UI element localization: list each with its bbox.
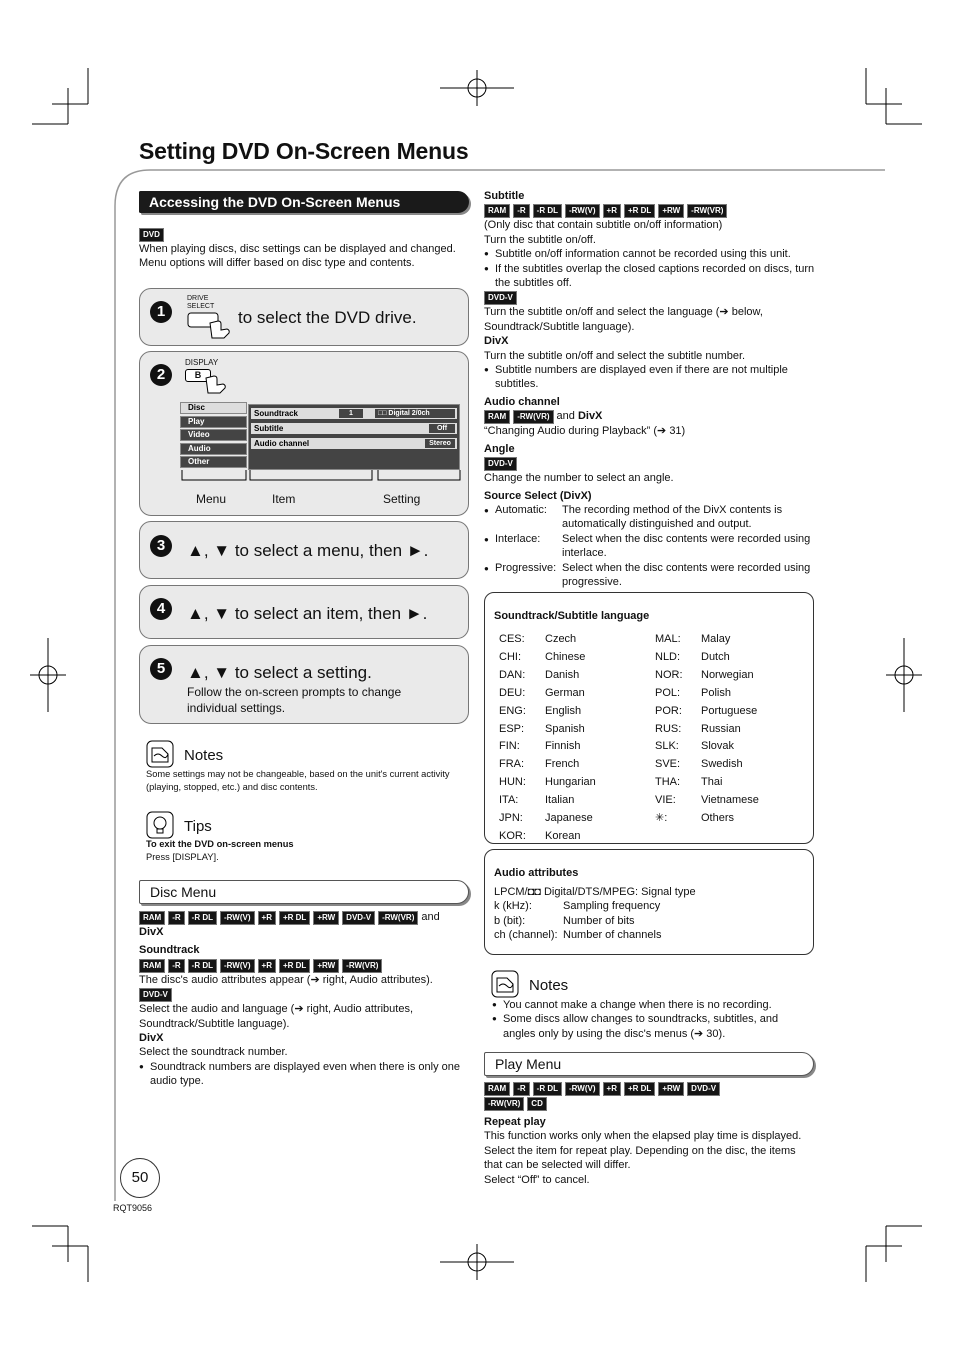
- tips-title: Tips: [184, 818, 212, 835]
- tips-lightbulb-icon: [146, 811, 174, 839]
- osd-item-subtitle-label: Subtitle: [254, 424, 284, 433]
- and-text: and: [556, 410, 575, 423]
- language-name: Italian: [545, 794, 575, 807]
- attr-row-ch: [494, 928, 804, 942]
- tag-rdl: -R DL: [533, 204, 562, 218]
- language-name: Vietnamese: [701, 794, 759, 807]
- subtitle-line2: Turn the subtitle on/off.: [484, 233, 596, 246]
- access-p1: When playing discs, disc settings can be displayed and changed.: [139, 243, 456, 255]
- tag-rwv: -RW(V): [565, 204, 600, 218]
- osd-soundtrack-setting: □□ Digital 2/0ch: [375, 409, 455, 418]
- language-code: KOR:: [499, 829, 526, 842]
- angle-heading: Angle: [484, 442, 515, 455]
- access-intro: [139, 227, 469, 271]
- dolby-icon: ◘◘: [527, 886, 541, 898]
- tag-rwvr: -RW(VR): [378, 911, 418, 925]
- language-name: Portuguese: [701, 704, 758, 717]
- and-text: and: [421, 911, 440, 923]
- subtitle-heading: Subtitle: [484, 190, 525, 202]
- language-row: [499, 704, 596, 720]
- play-menu-body: [484, 1081, 814, 1187]
- tag-plusrw: +RW: [658, 1082, 684, 1096]
- language-row: [499, 829, 596, 845]
- hand-press-icon-2: [204, 374, 234, 396]
- language-code: SLK:: [655, 740, 679, 753]
- language-row: [655, 704, 759, 720]
- notes-title: Notes: [184, 747, 224, 764]
- language-name: Polish: [701, 686, 731, 699]
- notes2-title: Notes: [529, 977, 569, 994]
- soundtrack-bullet: ● Soundtrack numbers are displayed even when there is only one audio type.: [139, 1060, 471, 1089]
- language-row: [499, 793, 596, 809]
- language-row: [499, 668, 596, 684]
- step-3-box: [139, 521, 469, 579]
- step-3-number: 3: [150, 535, 172, 557]
- tag-plusrw: +RW: [313, 959, 339, 973]
- language-row: [499, 650, 596, 666]
- tag-rdl: -R DL: [533, 1082, 562, 1096]
- tag-rwv: -RW(V): [565, 1082, 600, 1096]
- language-code: FIN:: [499, 740, 520, 753]
- step-1-text: to select the DVD drive.: [238, 308, 417, 327]
- language-row: [655, 686, 759, 702]
- attr-row-khz: [494, 899, 804, 913]
- notes2-bullet2: ● Some discs allow changes to soundtracks, subtitles, and angles only by using the disc's menus (➔ 30).: [492, 1012, 812, 1041]
- repeat-play-heading: Repeat play: [484, 1116, 546, 1128]
- tag-plusrw: +RW: [313, 911, 339, 925]
- notes-icon: [146, 740, 174, 768]
- tag-plusr: +R: [603, 204, 621, 218]
- tag-rdl: -R DL: [188, 959, 217, 973]
- step-3-text: ▲, ▼ to select a menu, then ►.: [187, 541, 429, 560]
- tag-dvdv: DVD-V: [484, 457, 517, 471]
- tag-plusrdl: +R DL: [279, 959, 310, 973]
- doc-code: RQT9056: [113, 1203, 153, 1213]
- language-code: ENG:: [499, 704, 526, 717]
- language-name: French: [545, 758, 580, 771]
- tag-r: -R: [513, 1082, 529, 1096]
- page-number: 50: [120, 1158, 160, 1198]
- drive-select-caption: DRIVE SELECT: [187, 295, 215, 310]
- language-name: Finnish: [545, 740, 581, 753]
- language-panel: [484, 592, 814, 844]
- tag-cd: CD: [527, 1097, 547, 1111]
- osd-menu-other[interactable]: Other: [180, 456, 247, 468]
- audio-channel-text: “Changing Audio during Playback” (➔ 31): [484, 425, 686, 438]
- divx-heading: DivX: [139, 1032, 164, 1045]
- subtitle-divx-text: Turn the subtitle on/off and select the subtitle number.: [484, 349, 746, 362]
- language-row: [655, 722, 759, 738]
- access-section-title: Accessing the DVD On-Screen Menus: [139, 191, 469, 213]
- tag-plusrdl: +R DL: [624, 1082, 655, 1096]
- language-row: [655, 757, 759, 773]
- attr-key: k (kHz):: [494, 900, 532, 913]
- label-item: Item: [272, 492, 296, 506]
- osd-item-subtitle[interactable]: [251, 423, 457, 434]
- language-name: Russian: [701, 722, 741, 735]
- language-code: NOR:: [655, 668, 683, 681]
- language-table-right: [653, 630, 761, 829]
- tag-rwv: -RW(V): [220, 911, 255, 925]
- language-table-left: [497, 630, 598, 847]
- language-name: Malay: [701, 633, 731, 645]
- language-code: VIE:: [655, 794, 676, 807]
- language-row: [499, 811, 596, 827]
- subtitle-bullet2: ● If the subtitles overlap the closed captions recorded on discs, turn the subtitles off.: [484, 262, 816, 291]
- right-column: [484, 189, 816, 590]
- attr-key: LPCM/: [494, 886, 528, 898]
- divx-label: DivX: [577, 410, 603, 423]
- language-name: Norwegian: [701, 668, 754, 681]
- tag-ram: RAM: [484, 1082, 510, 1096]
- divx-label: DivX: [139, 926, 164, 938]
- source-key: ● Automatic:: [484, 504, 547, 516]
- tag-rwv: -RW(V): [220, 959, 255, 973]
- osd-item-audio-channel[interactable]: [251, 438, 457, 449]
- attr-row-lpcm: [494, 885, 804, 899]
- step-2-number: 2: [150, 364, 172, 386]
- tag-plusr: +R: [603, 1082, 621, 1096]
- osd-audio-channel-setting: Stereo: [425, 439, 455, 448]
- language-code: FRA:: [499, 758, 525, 771]
- tag-dvdv: DVD-V: [139, 988, 172, 1002]
- attr-value: Number of channels: [563, 929, 662, 942]
- language-name: Korean: [545, 829, 581, 842]
- tips-text: Press [DISPLAY].: [146, 852, 219, 862]
- tag-plusr: +R: [258, 959, 276, 973]
- notes-icon: [491, 970, 519, 998]
- step-5-text: ▲, ▼ to select a setting.: [187, 663, 372, 682]
- subtitle-tags: [484, 203, 816, 218]
- language-code: JPN:: [499, 812, 523, 825]
- step-5-box: [139, 645, 469, 724]
- attr-value: Number of bits: [563, 914, 635, 927]
- language-row: [655, 793, 759, 809]
- osd-item-soundtrack[interactable]: [251, 408, 457, 419]
- soundtrack-tags: [139, 958, 471, 973]
- tag-rwvr: -RW(VR): [342, 959, 382, 973]
- tag-r: -R: [513, 204, 529, 218]
- tag-rdl: -R DL: [188, 911, 217, 925]
- tag-ram: RAM: [484, 204, 510, 218]
- osd-item-panel: [248, 404, 460, 470]
- source-progressive: [484, 561, 816, 590]
- osd-callout-brackets: [180, 470, 462, 484]
- language-row: [655, 668, 759, 684]
- language-code: CHI:: [499, 650, 521, 663]
- subtitle-line1: (Only disc that contain subtitle on/off information): [484, 219, 723, 232]
- step-5-number: 5: [150, 658, 172, 680]
- osd-soundtrack-value: 1: [339, 409, 363, 418]
- attr-key: ch (channel):: [494, 929, 558, 942]
- step-4-box: [139, 585, 469, 639]
- language-name: Thai: [701, 776, 723, 789]
- tag-rwvr: -RW(VR): [687, 204, 727, 218]
- attr-row-bit: [494, 914, 804, 928]
- audio-channel-heading: Audio channel: [484, 395, 560, 408]
- subtitle-divx-heading: DivX: [484, 335, 509, 348]
- source-select-heading: Source Select (DivX): [484, 489, 592, 502]
- osd-menu-video[interactable]: Video: [180, 429, 247, 441]
- language-row: [655, 739, 759, 755]
- disc-menu-body: [139, 910, 471, 1089]
- notes-text: Some settings may not be changeable, based on the unit's current activity (playing, stopped, etc.) and disc contents.: [146, 769, 450, 792]
- language-row: [499, 686, 596, 702]
- osd-menu-play[interactable]: Play: [180, 416, 247, 428]
- tag-ram: RAM: [139, 959, 165, 973]
- language-code: CES:: [499, 633, 525, 645]
- language-row: [655, 632, 759, 648]
- osd-item-audio-channel-label: Audio channel: [254, 439, 310, 448]
- source-value: The recording method of the DivX contents is automatically distinguished and output.: [562, 503, 783, 531]
- access-p2: Menu options will differ based on disc type and contents.: [139, 257, 415, 270]
- language-code: ✳:: [655, 812, 668, 825]
- step-1-number: 1: [150, 301, 172, 323]
- language-name: Dutch: [701, 650, 730, 663]
- language-code: POL:: [655, 686, 681, 699]
- language-name: Swedish: [701, 758, 743, 771]
- subtitle-divx-bullet: ● Subtitle numbers are displayed even if there are not multiple subtitles.: [484, 363, 816, 392]
- tag-r: -R: [168, 911, 184, 925]
- step-4-text: ▲, ▼ to select an item, then ►.: [187, 604, 428, 623]
- osd-subtitle-setting: Off: [429, 424, 455, 433]
- language-code: ITA:: [499, 794, 519, 807]
- language-code: ESP:: [499, 722, 525, 735]
- notes2-bullet1: ● You cannot make a change when there is no recording.: [492, 998, 812, 1012]
- language-row: [499, 632, 596, 648]
- language-code: MAL:: [655, 633, 681, 645]
- language-code: NLD:: [655, 650, 681, 663]
- source-key: ● Interlace:: [484, 533, 540, 545]
- disc-menu-title: Disc Menu: [139, 880, 469, 904]
- language-name: Czech: [545, 633, 577, 645]
- tag-plusrw: +RW: [658, 204, 684, 218]
- tag-dvdv: DVD-V: [687, 1082, 720, 1096]
- step-4-number: 4: [150, 598, 172, 620]
- language-name: Danish: [545, 668, 580, 681]
- repeat-play-text2: Select “Off” to cancel.: [484, 1173, 590, 1186]
- step-1-box: [139, 288, 469, 346]
- audio-attributes-rows: [494, 885, 804, 943]
- language-code: HUN:: [499, 776, 526, 789]
- language-row: [499, 722, 596, 738]
- language-code: POR:: [655, 704, 682, 717]
- attr-value: Digital/DTS/MPEG: Signal type: [543, 886, 696, 898]
- language-code: DEU:: [499, 686, 526, 699]
- audio-channel-tags: [484, 409, 816, 424]
- step-2-box: [139, 351, 469, 516]
- source-value: Select when the disc contents were recorded using interlace.: [562, 532, 811, 560]
- language-panel-title: Soundtrack/Subtitle language: [494, 610, 650, 622]
- language-name: Japanese: [545, 812, 593, 825]
- label-setting: Setting: [383, 492, 421, 506]
- angle-text: Change the number to select an angle.: [484, 472, 674, 485]
- soundtrack-text: The disc's audio attributes appear (➔ right, Audio attributes).: [139, 973, 433, 986]
- source-value: Select when the disc contents were recorded using progressive.: [562, 561, 811, 589]
- language-code: SVE:: [655, 758, 681, 771]
- dvdv-text: Select the audio and language (➔ right, Audio attributes, Soundtrack/Subtitle language).: [139, 1003, 414, 1030]
- dvd-tag: DVD: [139, 228, 164, 242]
- language-row: [499, 739, 596, 755]
- language-code: DAN:: [499, 668, 526, 681]
- language-row: [655, 775, 759, 791]
- tag-dvdv: DVD-V: [484, 291, 517, 305]
- tag-dvdv: DVD-V: [342, 911, 375, 925]
- language-row: [499, 775, 596, 791]
- language-name: Spanish: [545, 722, 585, 735]
- language-row: [499, 757, 596, 773]
- tag-plusrdl: +R DL: [279, 911, 310, 925]
- language-name: Slovak: [701, 740, 735, 753]
- language-code: RUS:: [655, 722, 682, 735]
- language-code: THA:: [655, 776, 681, 789]
- audio-attributes-title: Audio attributes: [494, 867, 579, 879]
- page-title: Setting DVD On-Screen Menus: [139, 138, 469, 164]
- tag-plusrdl: +R DL: [624, 204, 655, 218]
- tag-r: -R: [168, 959, 184, 973]
- osd-menu-list: [180, 402, 247, 468]
- osd-item-soundtrack-label: Soundtrack: [254, 409, 299, 418]
- language-row: [655, 650, 759, 666]
- hand-press-icon: [186, 311, 236, 339]
- attr-key: b (bit):: [494, 914, 526, 927]
- tips-bold: To exit the DVD on-screen menus: [146, 839, 294, 849]
- language-name: Others: [701, 812, 735, 825]
- audio-attributes-panel: [484, 849, 814, 955]
- language-row: [655, 811, 759, 827]
- language-name: Chinese: [545, 650, 586, 663]
- play-menu-tags: [484, 1081, 814, 1111]
- display-caption: DISPLAY: [185, 358, 219, 367]
- disc-menu-tags: [139, 910, 471, 925]
- attr-value: Sampling frequency: [563, 900, 661, 913]
- source-interlace: [484, 532, 816, 561]
- language-name: English: [545, 704, 582, 717]
- source-key: ● Progressive:: [484, 562, 556, 574]
- language-name: German: [545, 686, 585, 699]
- step-5-sub: Follow the on-screen prompts to change individual settings.: [187, 685, 402, 715]
- subtitle-dvdv-text: Turn the subtitle on/off and select the language (➔ below, Soundtrack/Subtitle language).: [484, 306, 763, 333]
- language-name: Hungarian: [545, 776, 596, 789]
- notes2-body: [492, 998, 812, 1041]
- osd-soundtrack-setting-text: Digital 2/0ch: [388, 410, 430, 417]
- divx-text: Select the soundtrack number.: [139, 1046, 288, 1059]
- tag-ram: RAM: [139, 911, 165, 925]
- display-button-b[interactable]: B: [185, 369, 211, 382]
- tag-rwvr: -RW(VR): [513, 410, 553, 424]
- play-menu-title: Play Menu: [484, 1052, 814, 1076]
- tag-plusr: +R: [258, 911, 276, 925]
- tag-ram: RAM: [484, 410, 510, 424]
- osd-menu-audio[interactable]: Audio: [180, 443, 247, 455]
- osd-menu-disc[interactable]: Disc: [180, 402, 247, 414]
- subtitle-bullet1: ● Subtitle on/off information cannot be recorded using this unit.: [484, 247, 816, 261]
- label-menu: Menu: [196, 492, 227, 506]
- tag-rwvr: -RW(VR): [484, 1097, 524, 1111]
- soundtrack-heading: Soundtrack: [139, 944, 200, 957]
- repeat-play-text: This function works only when the elapsed play time is displayed. Select the item for repeat play. Depending on the disc, the items that can be selected will differ.: [484, 1130, 802, 1172]
- osd-screen: [180, 402, 460, 472]
